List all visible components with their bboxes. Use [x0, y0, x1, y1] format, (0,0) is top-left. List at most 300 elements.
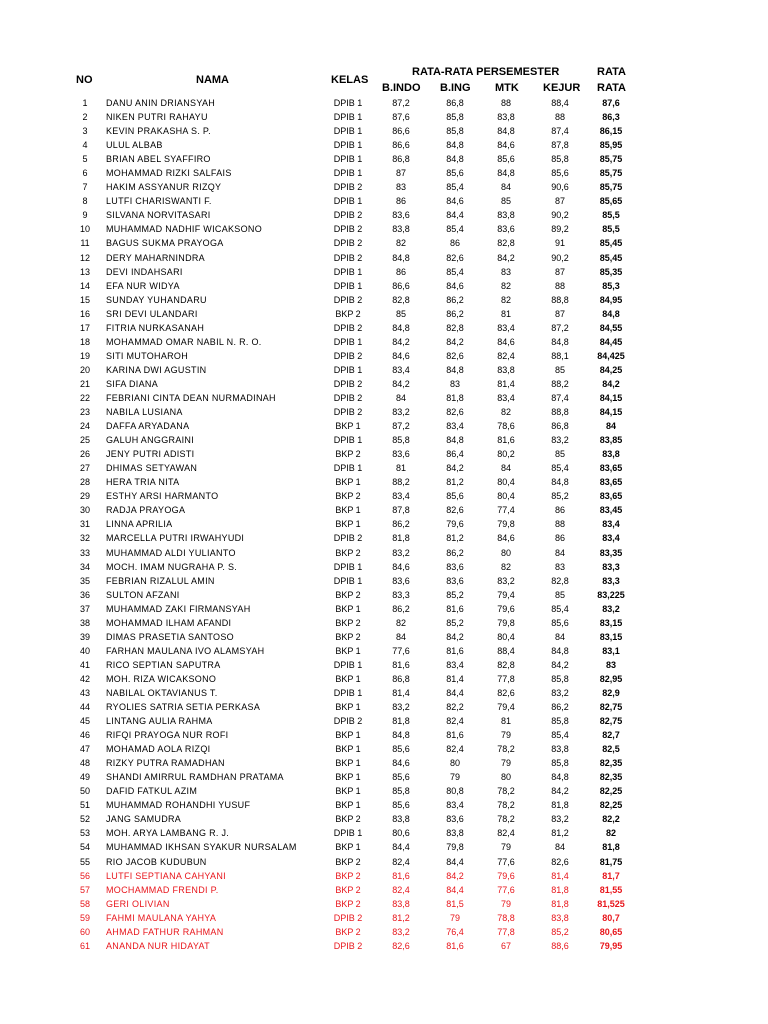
cell-no: 39 — [79, 631, 90, 642]
table-row — [0, 602, 768, 616]
cell-no: 23 — [79, 407, 90, 418]
cell-rata-rata: 84,15 — [599, 392, 623, 403]
cell-mtk: 80 — [500, 547, 511, 558]
cell-mtk: 82,4 — [497, 350, 515, 361]
cell-kelas: DPIB 1 — [333, 828, 363, 839]
cell-bindo: 87,6 — [392, 112, 410, 123]
cell-bing: 83 — [449, 378, 460, 389]
cell-no: 53 — [79, 828, 90, 839]
cell-mtk: 79,4 — [497, 589, 515, 600]
cell-mtk: 88 — [500, 98, 511, 108]
table-row — [0, 96, 768, 110]
cell-mtk: 83,2 — [497, 575, 515, 586]
cell-bindo: 84,2 — [392, 336, 410, 347]
cell-rata-rata: 86,15 — [599, 126, 623, 137]
cell-mtk: 78,2 — [497, 800, 515, 811]
cell-kejur: 88 — [554, 280, 565, 291]
table-row — [0, 742, 768, 756]
cell-nama: NABILAL OKTAVIANUS T. — [106, 687, 218, 698]
cell-bindo: 82 — [395, 238, 406, 249]
cell-kelas: BKP 2 — [335, 884, 361, 895]
cell-kejur: 84,8 — [551, 772, 569, 783]
cell-bing: 76,4 — [446, 926, 464, 937]
cell-mtk: 77,8 — [497, 926, 515, 937]
cell-rata-rata: 83,225 — [597, 589, 625, 600]
cell-rata-rata: 82,35 — [599, 758, 623, 769]
cell-bing: 81,6 — [446, 603, 464, 614]
cell-rata-rata: 83,4 — [602, 533, 620, 544]
cell-no: 5 — [82, 154, 88, 165]
table-row — [0, 503, 768, 517]
cell-rata-rata: 85,95 — [599, 140, 623, 151]
cell-kejur: 85,4 — [551, 603, 569, 614]
cell-nama: RYOLIES SATRIA SETIA PERKASA — [106, 702, 261, 713]
cell-kelas: BKP 1 — [335, 702, 361, 713]
cell-bindo: 83,2 — [392, 407, 410, 418]
cell-bing: 85,6 — [446, 168, 464, 179]
cell-kejur: 88,4 — [551, 98, 569, 108]
cell-mtk: 84,6 — [497, 336, 515, 347]
cell-kejur: 85,8 — [551, 716, 569, 727]
table-row — [0, 293, 768, 307]
cell-rata-rata: 85,75 — [599, 154, 623, 165]
cell-kejur: 84 — [554, 631, 565, 642]
cell-mtk: 83 — [500, 266, 511, 277]
cell-nama: DHIMAS SETYAWAN — [106, 463, 198, 474]
cell-nama: ANANDA NUR HIDAYAT — [106, 940, 210, 951]
cell-no: 1 — [82, 98, 88, 108]
cell-rata-rata: 83,15 — [599, 631, 623, 642]
cell-rata-rata: 85,75 — [599, 182, 623, 193]
table-row — [0, 546, 768, 560]
cell-no: 59 — [79, 912, 90, 923]
table-row — [0, 883, 768, 897]
cell-bing: 82,4 — [446, 716, 464, 727]
table-row — [0, 588, 768, 602]
cell-mtk: 67 — [500, 940, 511, 951]
cell-kelas: BKP 1 — [335, 786, 361, 797]
cell-bing: 85,8 — [446, 126, 464, 137]
cell-no: 4 — [82, 140, 88, 151]
cell-rata-rata: 83,35 — [599, 547, 623, 558]
cell-nama: RIZKY PUTRA RAMADHAN — [106, 758, 225, 769]
cell-mtk: 83,8 — [497, 112, 515, 123]
header-rata-line2: RATA — [597, 82, 626, 94]
cell-bindo: 86 — [395, 196, 406, 207]
cell-rata-rata: 86,3 — [602, 112, 620, 123]
cell-bing: 82,6 — [446, 407, 464, 418]
cell-bindo: 83,2 — [392, 547, 410, 558]
table-row — [0, 307, 768, 321]
cell-rata-rata: 79,95 — [599, 940, 623, 951]
table-row — [0, 279, 768, 293]
cell-bing: 83,4 — [446, 659, 464, 670]
cell-bing: 84,8 — [446, 154, 464, 165]
cell-bindo: 81,8 — [392, 533, 410, 544]
cell-kelas: DPIB 1 — [333, 463, 363, 474]
cell-kejur: 88 — [554, 112, 565, 123]
cell-bing: 84,2 — [446, 463, 464, 474]
cell-mtk: 84,2 — [497, 252, 515, 263]
cell-kelas: DPIB 2 — [333, 350, 363, 361]
cell-no: 9 — [82, 210, 88, 221]
cell-kejur: 81,8 — [551, 898, 569, 909]
cell-nama: DANU ANIN DRIANSYAH — [106, 98, 216, 108]
cell-bing: 85,2 — [446, 589, 464, 600]
cell-bindo: 86 — [395, 266, 406, 277]
cell-bindo: 77,6 — [392, 645, 410, 656]
cell-mtk: 85,6 — [497, 154, 515, 165]
cell-kelas: DPIB 2 — [333, 210, 363, 221]
cell-nama: FAHMI MAULANA YAHYA — [106, 912, 217, 923]
cell-rata-rata: 84,25 — [599, 364, 623, 375]
cell-bindo: 82,4 — [392, 856, 410, 867]
cell-bindo: 84,2 — [392, 378, 410, 389]
cell-nama: GALUH ANGGRAINI — [106, 435, 195, 446]
table-row — [0, 855, 768, 869]
cell-kejur: 87 — [554, 266, 565, 277]
cell-bindo: 86,6 — [392, 126, 410, 137]
cell-nama: KEVIN PRAKASHA S. P. — [106, 126, 211, 137]
cell-kelas: DPIB 1 — [333, 126, 363, 137]
cell-nama: MUHAMMAD ZAKI FIRMANSYAH — [106, 603, 251, 614]
cell-nama: JENY PUTRI ADISTI — [106, 449, 195, 460]
cell-rata-rata: 85,5 — [602, 210, 620, 221]
cell-kelas: BKP 2 — [335, 308, 361, 319]
cell-kejur: 89,2 — [551, 224, 569, 235]
cell-bing: 81,8 — [446, 392, 464, 403]
cell-rata-rata: 82,7 — [602, 730, 620, 741]
cell-rata-rata: 80,7 — [602, 912, 620, 923]
table-row — [0, 686, 768, 700]
cell-bing: 84,8 — [446, 435, 464, 446]
cell-bindo: 83,2 — [392, 926, 410, 937]
cell-kejur: 83,8 — [551, 912, 569, 923]
cell-no: 6 — [82, 168, 88, 179]
cell-bindo: 87,8 — [392, 505, 410, 516]
cell-no: 60 — [79, 926, 90, 937]
cell-rata-rata: 82,9 — [602, 687, 620, 698]
cell-mtk: 78,2 — [497, 814, 515, 825]
table-row — [0, 531, 768, 545]
cell-bing: 82,6 — [446, 252, 464, 263]
cell-kejur: 85,4 — [551, 463, 569, 474]
cell-kelas: DPIB 2 — [333, 252, 363, 263]
cell-kelas: DPIB 1 — [333, 196, 363, 207]
cell-nama: DIMAS PRASETIA SANTOSO — [106, 631, 234, 642]
table-row — [0, 756, 768, 770]
cell-mtk: 84,8 — [497, 126, 515, 137]
table-row — [0, 377, 768, 391]
cell-bing: 79,8 — [446, 842, 464, 853]
cell-kejur: 90,2 — [551, 252, 569, 263]
cell-nama: RICO SEPTIAN SAPUTRA — [106, 659, 221, 670]
cell-bindo: 84,8 — [392, 322, 410, 333]
cell-nama: DAFID FATKUL AZIM — [106, 786, 198, 797]
cell-mtk: 83,4 — [497, 392, 515, 403]
cell-mtk: 82 — [500, 561, 511, 572]
cell-mtk: 79 — [500, 842, 511, 853]
cell-mtk: 78,6 — [497, 421, 515, 432]
cell-no: 34 — [79, 561, 90, 572]
cell-kelas: DPIB 1 — [333, 140, 363, 151]
cell-kejur: 86 — [554, 505, 565, 516]
cell-kelas: DPIB 1 — [333, 561, 363, 572]
cell-rata-rata: 83,45 — [599, 505, 623, 516]
cell-kelas: DPIB 2 — [333, 294, 363, 305]
cell-kelas: DPIB 1 — [333, 154, 363, 165]
cell-kejur: 87,2 — [551, 322, 569, 333]
cell-bing: 86,2 — [446, 547, 464, 558]
cell-no: 45 — [79, 716, 90, 727]
cell-kejur: 85,8 — [551, 673, 569, 684]
cell-kelas: BKP 2 — [335, 547, 361, 558]
cell-mtk: 82,4 — [497, 828, 515, 839]
cell-kelas: DPIB 2 — [333, 716, 363, 727]
cell-mtk: 81 — [500, 308, 511, 319]
cell-no: 11 — [80, 238, 90, 249]
cell-kelas: BKP 2 — [335, 631, 361, 642]
table-row — [0, 869, 768, 883]
cell-bindo: 83,4 — [392, 491, 410, 502]
cell-bindo: 85 — [395, 308, 406, 319]
cell-nama: LUTFI CHARISWANTI F. — [106, 196, 212, 207]
table-row — [0, 728, 768, 742]
header-mtk: MTK — [495, 82, 519, 94]
cell-rata-rata: 82,25 — [599, 800, 623, 811]
cell-mtk: 84,6 — [497, 140, 515, 151]
cell-nama: BAGUS SUKMA PRAYOGA — [106, 238, 224, 249]
table-row — [0, 194, 768, 208]
cell-rata-rata: 85,3 — [602, 280, 620, 291]
cell-mtk: 77,6 — [497, 856, 515, 867]
cell-rata-rata: 83,1 — [602, 645, 620, 656]
cell-bing: 81,5 — [446, 898, 464, 909]
cell-kejur: 84 — [554, 547, 565, 558]
cell-rata-rata: 83,85 — [599, 435, 623, 446]
header-no: NO — [76, 74, 93, 86]
cell-bindo: 82,4 — [392, 884, 410, 895]
cell-bing: 82,8 — [446, 322, 464, 333]
table-row — [0, 251, 768, 265]
cell-kejur: 85,2 — [551, 491, 569, 502]
cell-bindo: 82 — [395, 617, 406, 628]
cell-no: 42 — [79, 673, 90, 684]
cell-bing: 84,4 — [446, 210, 464, 221]
cell-no: 49 — [79, 772, 90, 783]
cell-rata-rata: 84,2 — [602, 378, 620, 389]
cell-no: 10 — [79, 224, 90, 235]
table-row — [0, 461, 768, 475]
cell-bindo: 86,2 — [392, 603, 410, 614]
cell-bindo: 80,6 — [392, 828, 410, 839]
cell-nama: MUHAMMAD ROHANDHI YUSUF — [106, 800, 251, 811]
table-row — [0, 574, 768, 588]
cell-no: 8 — [82, 196, 88, 207]
table-row — [0, 124, 768, 138]
cell-kejur: 82,6 — [551, 856, 569, 867]
cell-kejur: 88,1 — [551, 350, 569, 361]
cell-no: 35 — [79, 575, 90, 586]
cell-no: 20 — [79, 364, 90, 375]
cell-kelas: DPIB 1 — [333, 435, 363, 446]
cell-bing: 85,2 — [446, 617, 464, 628]
cell-mtk: 88,4 — [497, 645, 515, 656]
cell-no: 43 — [79, 687, 90, 698]
cell-kejur: 85,6 — [551, 168, 569, 179]
cell-bindo: 85,6 — [392, 772, 410, 783]
cell-rata-rata: 80,65 — [599, 926, 623, 937]
cell-kelas: DPIB 2 — [333, 224, 363, 235]
cell-rata-rata: 84,8 — [602, 308, 620, 319]
cell-rata-rata: 82,25 — [599, 786, 623, 797]
cell-nama: KARINA DWI AGUSTIN — [106, 364, 207, 375]
cell-nama: HAKIM ASSYANUR RIZQY — [106, 182, 222, 193]
cell-mtk: 82,8 — [497, 659, 515, 670]
cell-bing: 86,8 — [446, 98, 464, 108]
cell-mtk: 84,6 — [497, 533, 515, 544]
cell-bing: 84,2 — [446, 631, 464, 642]
cell-mtk: 84,8 — [497, 168, 515, 179]
cell-rata-rata: 84,55 — [599, 322, 623, 333]
cell-bing: 84,8 — [446, 364, 464, 375]
cell-kejur: 85,8 — [551, 758, 569, 769]
cell-mtk: 85 — [500, 196, 511, 207]
cell-bindo: 85,8 — [392, 786, 410, 797]
cell-no: 3 — [82, 126, 88, 137]
cell-nama: FEBRIAN RIZALUL AMIN — [106, 575, 215, 586]
cell-mtk: 81,6 — [497, 435, 515, 446]
cell-nama: AHMAD FATHUR RAHMAN — [106, 926, 224, 937]
cell-no: 13 — [79, 266, 90, 277]
cell-kelas: BKP 1 — [335, 519, 361, 530]
table-row — [0, 798, 768, 812]
cell-no: 22 — [79, 392, 90, 403]
cell-kejur: 84,2 — [551, 659, 569, 670]
cell-bing: 86,2 — [446, 308, 464, 319]
cell-mtk: 83,6 — [497, 224, 515, 235]
cell-nama: SILVANA NORVITASARI — [106, 210, 211, 221]
table-row — [0, 152, 768, 166]
cell-no: 17 — [79, 322, 90, 333]
table-row — [0, 840, 768, 854]
table-row — [0, 911, 768, 925]
cell-rata-rata: 82,75 — [599, 716, 623, 727]
cell-nama: FARHAN MAULANA IVO ALAMSYAH — [106, 645, 265, 656]
cell-bing: 81,6 — [446, 645, 464, 656]
header-rata-line1: RATA — [597, 66, 626, 78]
cell-kejur: 84 — [554, 842, 565, 853]
table-row — [0, 391, 768, 405]
cell-rata-rata: 81,525 — [597, 898, 625, 909]
table-row — [0, 616, 768, 630]
cell-rata-rata: 83,65 — [599, 463, 623, 474]
cell-kelas: BKP 2 — [335, 870, 361, 881]
table-row — [0, 700, 768, 714]
cell-no: 46 — [79, 730, 90, 741]
table-row — [0, 784, 768, 798]
table-row — [0, 447, 768, 461]
cell-mtk: 82,6 — [497, 687, 515, 698]
cell-nama: LINTANG AULIA RAHMA — [106, 716, 213, 727]
cell-bing: 82,6 — [446, 350, 464, 361]
table-row — [0, 321, 768, 335]
cell-rata-rata: 85,65 — [599, 196, 623, 207]
cell-nama: HERA TRIA NITA — [106, 477, 180, 488]
cell-mtk: 79,4 — [497, 702, 515, 713]
cell-rata-rata: 85,45 — [599, 238, 623, 249]
table-row — [0, 644, 768, 658]
cell-bindo: 87,2 — [392, 421, 410, 432]
cell-kelas: BKP 2 — [335, 856, 361, 867]
table-row — [0, 349, 768, 363]
table-row — [0, 560, 768, 574]
cell-rata-rata: 81,55 — [599, 884, 623, 895]
cell-no: 57 — [79, 884, 90, 895]
cell-kelas: BKP 2 — [335, 814, 361, 825]
cell-kejur: 81,4 — [551, 870, 569, 881]
cell-bindo: 81,6 — [392, 659, 410, 670]
cell-bindo: 84,6 — [392, 758, 410, 769]
cell-bindo: 84,8 — [392, 252, 410, 263]
cell-nama: SIFA DIANA — [106, 378, 159, 389]
cell-bindo: 83 — [395, 182, 406, 193]
cell-rata-rata: 84 — [605, 421, 616, 432]
cell-bindo: 83,8 — [392, 224, 410, 235]
cell-no: 55 — [79, 856, 90, 867]
table-row — [0, 236, 768, 250]
cell-rata-rata: 83,65 — [599, 491, 623, 502]
cell-kejur: 91 — [554, 238, 565, 249]
table-row — [0, 826, 768, 840]
cell-no: 54 — [79, 842, 90, 853]
cell-bing: 81,4 — [446, 673, 464, 684]
cell-bing: 82,6 — [446, 505, 464, 516]
cell-nama: ULUL ALBAB — [106, 140, 163, 151]
cell-kelas: DPIB 2 — [333, 407, 363, 418]
cell-rata-rata: 82,2 — [602, 814, 620, 825]
table-row — [0, 517, 768, 531]
cell-bing: 86,4 — [446, 449, 464, 460]
header-kelas: KELAS — [331, 74, 369, 86]
cell-kelas: DPIB 1 — [333, 659, 363, 670]
cell-bindo: 84 — [395, 392, 406, 403]
cell-nama: MARCELLA PUTRI IRWAHYUDI — [106, 533, 245, 544]
cell-kelas: BKP 1 — [335, 603, 361, 614]
cell-bing: 82,4 — [446, 744, 464, 755]
cell-no: 15 — [79, 294, 90, 305]
cell-nama: NABILA LUSIANA — [106, 407, 183, 418]
cell-bindo: 86,8 — [392, 673, 410, 684]
cell-mtk: 79 — [500, 730, 511, 741]
cell-no: 27 — [79, 463, 90, 474]
cell-bindo: 83,6 — [392, 575, 410, 586]
cell-nama: FITRIA NURKASANAH — [106, 322, 205, 333]
cell-mtk: 84 — [500, 463, 511, 474]
cell-kelas: BKP 1 — [335, 730, 361, 741]
cell-bing: 80,8 — [446, 786, 464, 797]
table-row — [0, 939, 768, 953]
cell-kejur: 84,8 — [551, 477, 569, 488]
cell-bing: 80 — [449, 758, 460, 769]
cell-rata-rata: 83,65 — [599, 477, 623, 488]
cell-mtk: 80 — [500, 772, 511, 783]
table-row — [0, 335, 768, 349]
cell-bindo: 82,8 — [392, 294, 410, 305]
cell-no: 47 — [79, 744, 90, 755]
cell-kelas: DPIB 1 — [333, 575, 363, 586]
cell-kelas: DPIB 2 — [333, 182, 363, 193]
